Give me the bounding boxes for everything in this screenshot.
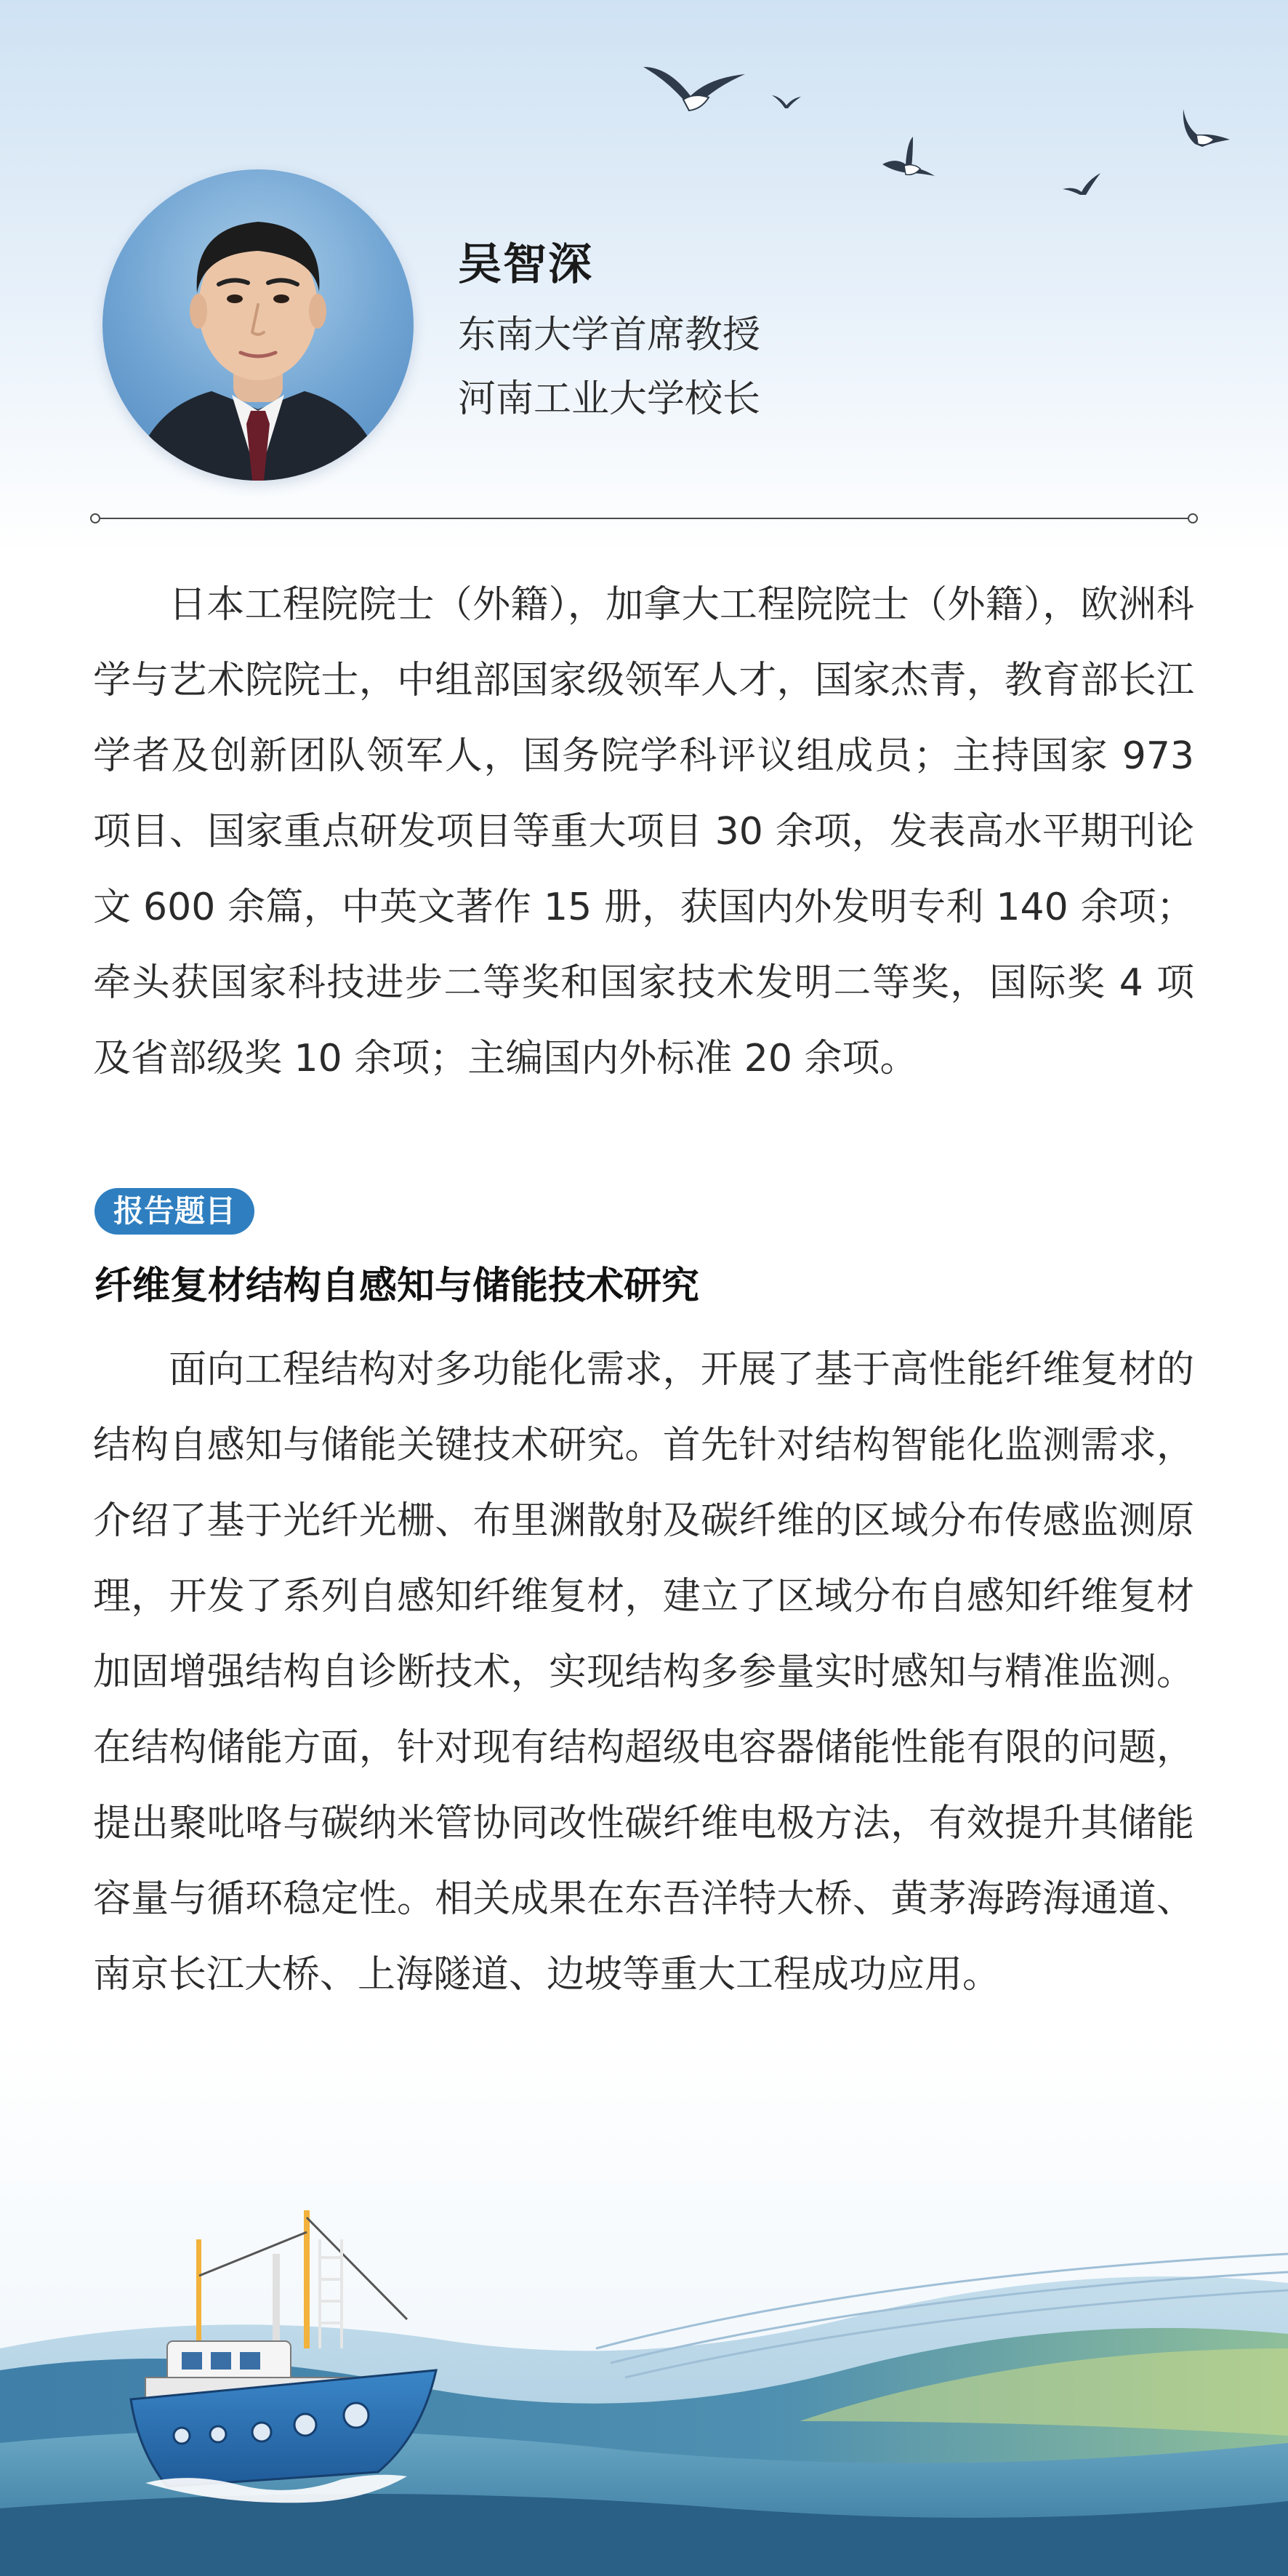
portrait-photo [102, 169, 414, 481]
section-divider [99, 518, 1189, 519]
speaker-title-1: 东南大学首席教授 [458, 313, 761, 357]
ship-illustration [0, 2130, 1288, 2576]
report-title: 纤维复材结构自感知与储能技术研究 [94, 1264, 700, 1308]
speaker-title-2: 河南工业大学校长 [458, 377, 761, 421]
seagull-icon [1061, 170, 1102, 199]
seagull-icon [770, 91, 802, 113]
report-abstract: 面向工程结构对多功能化需求，开展了基于高性能纤维复材的结构自感知与储能关键技术研究。首先针对结构智能化监测需求，介绍了基于光纤光栅、布里渊散射及碳纤维的区域分布传感监测原理，开发了系列自感知纤维复材，建立了区域分布自感知纤维复材加固增强结构自诊断技术，实现结构多参量实时感知与精准监测。在结构储能方面，针对现有结构超级电容器储能性能有限的问题，提出聚吡咯与碳纳米管协同改性碳纤维电极方法，有效提升其储能容量与循环稳定性。相关成果在东吾洋特大桥、黄茅海跨海通道、南京长江大桥、上海隧道、边坡等重大工程成功应用。 [93, 1348, 1194, 1997]
seagull-icon [880, 135, 938, 182]
report-tag-badge: 报告题目 [94, 1188, 254, 1235]
biography-paragraph: 日本工程院院士（外籍），加拿大工程院院士（外籍），欧洲科学与艺术院院士，中组部国家级领军人才，国家杰青，教育部长江学者及创新团队领军人，国务院学科评议组成员；主持国家 973 项目、国家重点研发项目等重大项目 30 余项，发表高水平期刊论文 600 余篇，中英文著作 15 册，获国内外发明专利 140 余项；牵头获国家科技进步二等奖和国家技术发明二等奖，国际奖 4 项及省部级奖 10 余项；主编国内外标准 20 余项。 [93, 583, 1194, 1080]
portrait-illustration [102, 169, 414, 481]
seagull-icon [640, 52, 749, 125]
seagull-icon [1176, 106, 1233, 154]
speaker-name: 吴智深 [458, 239, 593, 290]
